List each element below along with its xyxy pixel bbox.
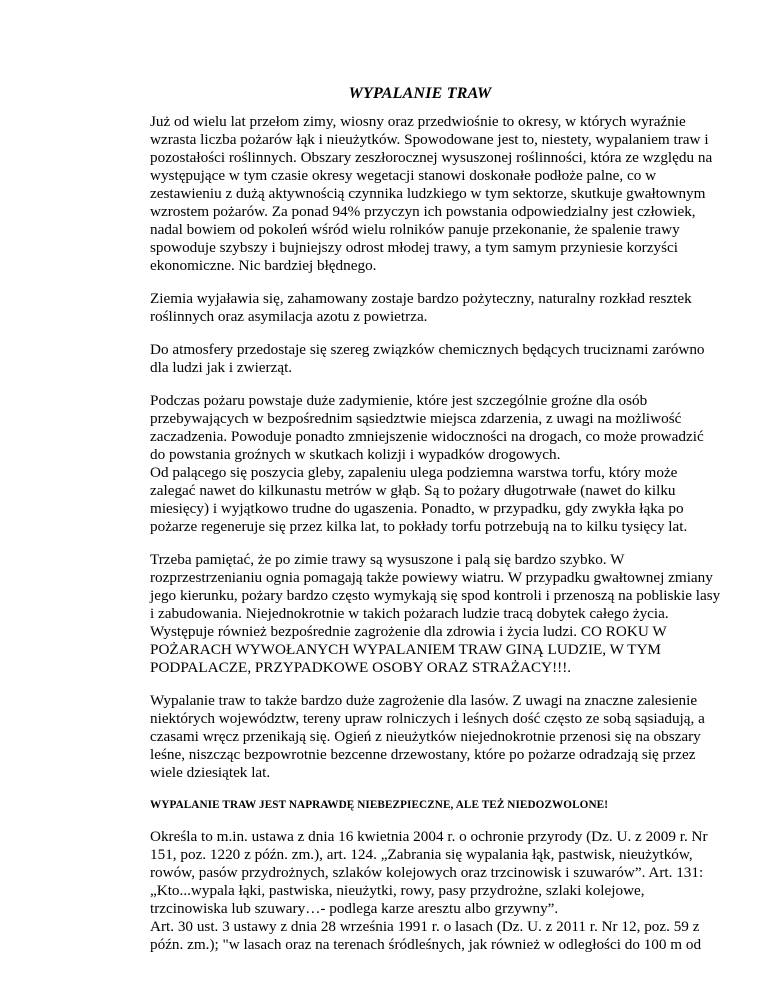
text-line: Od palącego się poszycia gleby, zapaleniu ulega podziemna warstwa torfu, który może <box>150 464 678 481</box>
text-line: nadal bowiem od pokoleń wśród wielu rolników panuje przekonanie, że spalenie trawy <box>150 221 680 238</box>
text-line: Podczas pożaru powstaje duże zadymienie, które jest szczególnie groźne dla osób <box>150 392 648 409</box>
text-line: pożarze regeneruje się przez kilka lat, to pokłady torfu potrzebują na to kilku tysięcy lat. <box>150 518 688 535</box>
text-line: niektórych województw, tereny upraw rolniczych i leśnych dość często ze sobą sąsiadują, a <box>150 710 705 727</box>
text-line: PODPALACZE, PRZYPADKOWE OSOBY ORAZ STRAŻACY!!!. <box>150 659 572 676</box>
paragraph-legal <box>150 828 708 954</box>
text-line: Wypalanie traw to także bardzo duże zagrożenie dla lasów. Z uwagi na znaczne zalesienie <box>150 692 698 709</box>
text-line: jego kierunku, pożary bardzo często wymykają się spod kontroli i przenoszą na pobliskie lasy <box>150 587 721 604</box>
text-line: roślinnych oraz asymilacja azotu z powietrza. <box>150 308 428 325</box>
text-line: do powstania groźnych w skutkach kolizji i wypadków drogowych. <box>150 446 561 463</box>
paragraph-forests <box>150 692 705 782</box>
text-line: Art. 30 ust. 3 ustawy z dnia 28 września 1991 r. o lasach (Dz. U. z 2011 r. Nr 12, poz. 59 z <box>150 918 700 935</box>
paragraph-atmosphere <box>150 341 705 377</box>
text-line: miesięcy) i wyjątkowo trudne do ugaszenia. Ponadto, w przypadku, gdy zwykła łąka po <box>150 500 684 517</box>
text-line: późn. zm.); "w lasach oraz na terenach śródleśnych, jak również w odległości do 100 m od <box>150 936 702 953</box>
text-line: wzrasta liczba pożarów łąk i nieużytków. Spowodowane jest to, niestety, wypalaniem traw i <box>150 131 709 148</box>
paragraph-intro <box>150 113 713 275</box>
text-line: Występuje również bezpośrednie zagrożenie dla zdrowia i życia ludzi. CO ROKU W <box>150 623 667 640</box>
text-line: rowów, pasów przydrożnych, szlaków kolejowych oraz trzcinowisk i szuwarów”. Art. 131: <box>150 864 704 881</box>
text-line: Określa to m.in. ustawa z dnia 16 kwietnia 2004 r. o ochronie przyrody (Dz. U. z 2009 r. Nr <box>150 828 708 845</box>
text-line: dla ludzi jak i zwierząt. <box>150 359 293 376</box>
text-line: Ziemia wyjaławia się, zahamowany zostaje bardzo pożyteczny, naturalny rozkład resztek <box>150 290 692 307</box>
text-line: przebywających w bezpośrednim sąsiedztwie miejsca zdarzenia, z uwagi na możliwość <box>150 410 682 427</box>
text-line: zaczadzenia. Powoduje ponadto zmniejszenie widoczności na drogach, co może prowadzić <box>150 428 704 445</box>
text-line: zalegać nawet do kilkunastu metrów w głąb. Są to pożary długotrwałe (nawet do kilku <box>150 482 676 499</box>
text-line: spowoduje szybszy i bujniejszy odrost młodej trawy, a tym samym przyniesie korzyści <box>150 239 678 256</box>
text-line: „Kto...wypala łąki, pastwiska, nieużytki, rowy, pasy przydrożne, szlaki kolejowe, <box>150 882 645 899</box>
text-line: leśne, niszcząc bezpowrotnie bezcenne drzewostany, które po pożarze odradzają się przez <box>150 746 696 763</box>
document-page <box>150 84 721 969</box>
text-line: i zabudowania. Niejednokrotnie w takich pożarach ludzie tracą dobytek całego życia. <box>150 605 669 622</box>
text-line: trzcinowiska lub szuwary…- podlega karze aresztu albo grzywny”. <box>150 900 559 917</box>
paragraph-soil <box>150 290 690 326</box>
text-line: Do atmosfery przedostaje się szereg związków chemicznych będących truciznami zarówno <box>150 341 705 358</box>
text-line: Już od wielu lat przełom zimy, wiosny oraz przedwiośnie to okresy, w których wyraźnie <box>150 113 686 130</box>
text-line: rozprzestrzenianiu ognia pomagają także powiewy wiatru. W przypadku gwałtownej zmiany <box>150 569 713 586</box>
text-line: wiele dziesiątek lat. <box>150 764 271 781</box>
document-title: WYPALANIE TRAW <box>348 85 492 102</box>
paragraph-smoke <box>150 392 704 536</box>
paragraph-danger <box>150 551 721 677</box>
text-line: występujące w tym czasie okresy wegetacji stanowi doskonałe podłoże palne, co w <box>150 167 657 184</box>
text-line: POŻARACH WYWOŁANYCH WYPALANIEM TRAW GINĄ LUDZIE, W TYM <box>150 641 661 658</box>
text-line: wzrostem pożarów. Za ponad 94% przyczyn ich powstania odpowiedzialny jest człowiek, <box>150 203 696 220</box>
text-line: pozostałości roślinnych. Obszary zeszłorocznej wysuszonej roślinności, która ze względu na <box>150 149 713 166</box>
text-line: ekonomiczne. Nic bardziej błędnego. <box>150 257 377 274</box>
text-line: czasami wręcz przenikają się. Ogień z nieużytków niejednokrotnie przenosi się na obszary <box>150 728 701 745</box>
warning-heading: WYPALANIE TRAW JEST NAPRAWDĘ NIEBEZPIECZNE, ALE TEŻ NIEDOZWOLONE! <box>150 799 609 811</box>
text-line: Trzeba pamiętać, że po zimie trawy są wysuszone i palą się bardzo szybko. W <box>150 551 625 568</box>
text-line: 151, poz. 1220 z późn. zm.), art. 124. „Zabrania się wypalania łąk, pastwisk, nieużytków, <box>150 846 693 863</box>
text-line: zestawieniu z dużą aktywnością czynnika ludzkiego w tym sektorze, skutkuje gwałtownym <box>150 185 706 202</box>
